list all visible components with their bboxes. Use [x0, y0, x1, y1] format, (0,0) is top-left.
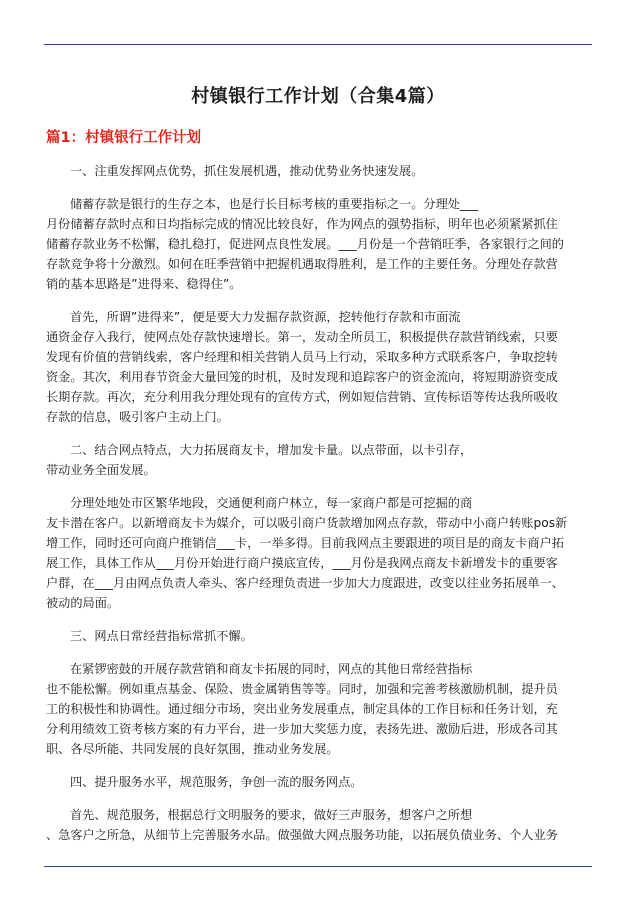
- paragraph-line: 在紧锣密鼓的开展存款营销和商友卡拓展的同时，网点的其他日常经营指标: [70, 662, 473, 676]
- paragraph-line: 职、各尽所能、共同发展的良好氛围，推动业务发展。: [46, 742, 339, 756]
- paragraph-line: 存款竞争将十分激烈。如何在旺季营销中把握机遇取得胜利，是工作的主要任务。分理处存款营: [46, 257, 558, 271]
- paragraph-line: 储蓄存款是银行的生存之本，也是行长目标考核的重要指标之一。分理处___: [70, 197, 479, 211]
- paragraph: [46, 659, 590, 759]
- paragraph-line: 长期存款。再次，充分利用我分理处现有的宣传方式，例如短信营销、宣传标语等传达我所吸收: [46, 390, 558, 404]
- paragraph-line: 首先、规范服务，根据总行文明服务的要求，做好三声服务，想客户之所想: [70, 808, 473, 822]
- paragraph-line: 分利用绩效工资考核方案的有力平台，进一步加大奖惩力度，表扬先进、激励后进，形成各司其: [46, 722, 558, 736]
- paragraph: [46, 626, 590, 646]
- footer-rule: [44, 866, 592, 867]
- paragraph-line: 二、结合网点特点，大力拓展商友卡，增加发卡量。以点带面，以卡引存，: [70, 443, 473, 457]
- paragraph: [46, 307, 590, 427]
- document-body: [46, 82, 590, 858]
- paragraph-line: 三、网点日常经营指标常抓不懈。: [70, 629, 253, 643]
- paragraph-line: 存款的信息，吸引客户主动上门。: [46, 410, 229, 424]
- paragraph-line: 四、提升服务水平，规范服务，争创一流的服务网点。: [70, 775, 363, 789]
- paragraph-list: [46, 161, 590, 845]
- paragraph: [46, 493, 590, 613]
- paragraph: [46, 194, 590, 294]
- paragraph-line: 、急客户之所急，从细节上完善服务水品。做强做大网点服务功能，以拓展负债业务、个人业务: [46, 828, 558, 842]
- document-title: 村镇银行工作计划（合集4篇）: [191, 86, 445, 107]
- paragraph: [46, 805, 590, 845]
- paragraph: [46, 772, 590, 792]
- paragraph-line: 友卡潜在客户。以新增商友卡为媒介，可以吸引商户货款增加网点存款，带动中小商户转账pos新: [46, 516, 568, 530]
- paragraph-line: 也不能松懈。例如重点基金、保险、贵金属销售等等。同时，加强和完善考核激励机制，提升员: [46, 682, 558, 696]
- paragraph-line: 首先，所谓”进得来”，便是要大力发掘存款资源，挖转他行存款和市面流: [70, 310, 461, 324]
- section-heading: 篇1：村镇银行工作计划: [46, 130, 202, 146]
- header-rule: [44, 44, 592, 45]
- paragraph-line: 通资金存入我行，使网点处存款快速增长。第一，发动全所员工，积极提供存款营销线索，只要: [46, 330, 558, 344]
- paragraph-line: 被动的局面。: [46, 596, 120, 610]
- paragraph-line: 分理处地处市区繁华地段，交通便利商户林立，每一家商户都是可挖掘的商: [70, 496, 473, 510]
- paragraph-line: 资金。其次，利用春节资金大量回笼的时机，及时发现和追踪客户的资金流向，将短期游资变成: [46, 370, 558, 384]
- paragraph: [46, 161, 590, 181]
- paragraph-line: 储蓄存款业务不松懈，稳扎稳打，促进网点良性发展。___月份是一个营销旺季，各家银行之间的: [46, 237, 564, 251]
- paragraph-line: 发现有价值的营销线索，客户经理和相关营销人员马上行动，采取多种方式联系客户，争取挖转: [46, 350, 558, 364]
- paragraph-line: 销的基本思路是”进得来、稳得住”。: [46, 277, 242, 291]
- paragraph-line: 展工作，具体工作从___月份开始进行商户摸底宣传，___月份是我网点商友卡新增发卡的重要客: [46, 556, 558, 570]
- paragraph-line: 一、注重发挥网点优势，抓住发展机遇，推动优势业务快速发展。: [70, 164, 424, 178]
- paragraph-line: 户群，在___月由网点负责人牵头、客户经理负责进一步加大力度跟进，改变以往业务拓展单一、: [46, 576, 564, 590]
- paragraph-line: 带动业务全面发展。: [46, 463, 156, 477]
- paragraph-line: 增工作，同时还可向商户推销信___卡，一举多得。目前我网点主要跟进的项目是的商友卡商户拓: [46, 536, 564, 550]
- paragraph: [46, 440, 590, 480]
- paragraph-line: 月份储蓄存款时点和日均指标完成的情况比较良好，作为网点的强势指标，明年也必须紧紧抓住: [46, 217, 558, 231]
- paragraph-line: 工的积极性和协调性。通过细分市场，突出业务发展重点，制定具体的工作目标和任务计划，充: [46, 702, 558, 716]
